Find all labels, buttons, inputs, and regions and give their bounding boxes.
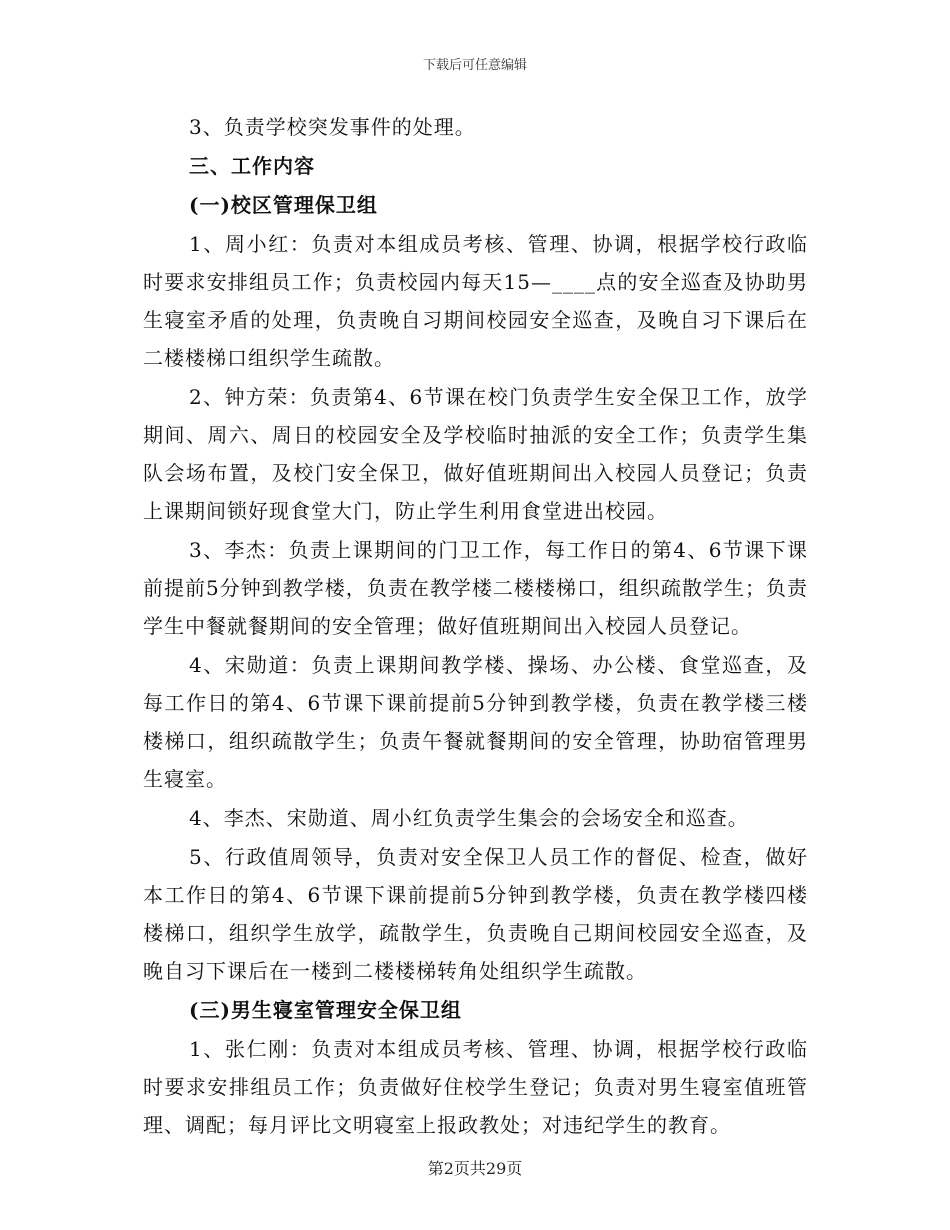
section-heading-work-content: 三、工作内容 [189,154,315,178]
paragraph-zhang-rengang: 1、张仁刚：负责对本组成员考核、管理、协调，根据学校行政临时要求安排组员工作；负责做好住校学生登记；负责对男生寝室值班管理、调配；每月评比文明寝室上报政教处；对违纪学生的教育。 [143,1037,808,1137]
page-header: 下载后可任意编辑 [422,58,527,73]
paragraph-1: 3、负责学校突发事件的处理。 [189,115,476,139]
paragraph-song-xundao: 4、宋勋道：负责上课期间教学楼、操场、办公楼、食堂巡查，及每工作日的第4、6节课下课前提前5分钟到教学楼，负责在教学楼三楼楼梯口，组织疏散学生；负责午餐就餐期间的安全管理，协助宿管理男生寝室。 [143,653,808,791]
paragraph-zhou-xiaohong: 1、周小红：负责对本组成员考核、管理、协调，根据学校行政临时要求安排组员工作；负责校园内每天15—____点的安全巡查及协助男生寝室矛盾的处理，负责晚自习期间校园安全巡查，及晚自习下课后在二楼楼梯口组织学生疏散。 [143,232,808,370]
paragraph-zhong-fangrong: 2、钟方荣：负责第4、6节课在校门负责学生安全保卫工作，放学期间、周六、周日的校园安全及学校临时抽派的安全工作；负责学生集队会场布置，及校门安全保卫，做好值班期间出入校园人员登记；负责上课期间锁好现食堂大门，防止学生利用食堂进出校园。 [143,385,808,523]
page-footer: 第2页共29页 [427,1159,523,1178]
paragraph-assembly-safety: 4、李杰、宋勋道、周小红负责学生集会的会场安全和巡查。 [189,806,749,830]
subsection-heading-dorm-security: (三)男生寝室管理安全保卫组 [189,998,462,1022]
paragraph-duty-leader: 5、行政值周领导，负责对安全保卫人员工作的督促、检查，做好本工作日的第4、6节课下课前提前5分钟到教学楼，负责在教学楼四楼楼梯口，组织学生放学，疏散学生，负责晚自己期间校园安全巡查，及晚自习下课后在一楼到二楼楼梯转角处组织学生疏散。 [143,845,808,983]
paragraph-li-jie: 3、李杰：负责上课期间的门卫工作，每工作日的第4、6节课下课前提前5分钟到教学楼，负责在教学楼二楼楼梯口，组织疏散学生；负责学生中餐就餐期间的安全管理；做好值班期间出入校园人员登记。 [143,538,808,638]
document-body [143,108,808,1144]
subsection-heading-campus-security: (一)校区管理保卫组 [189,193,378,217]
